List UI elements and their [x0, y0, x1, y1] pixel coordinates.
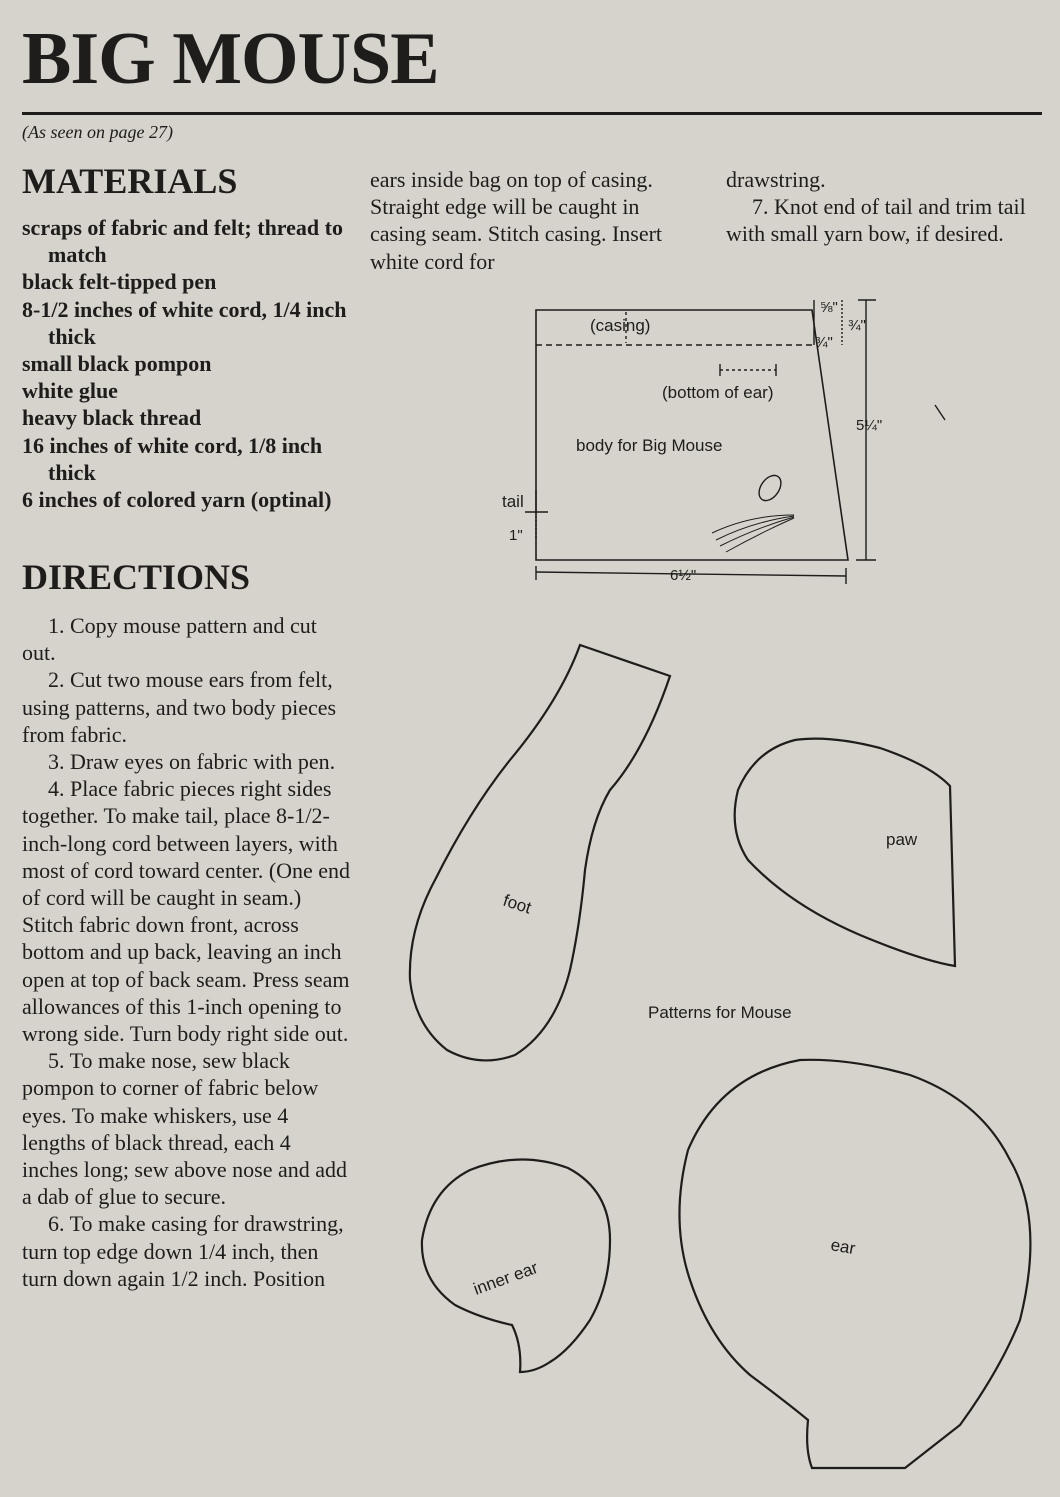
paw-label: paw — [886, 830, 918, 849]
direction-step: 1. Copy mouse pattern and cut out. — [22, 613, 317, 666]
list-item: 16 inches of white cord, 1/8 inch thick — [22, 432, 323, 485]
page-reference: (As seen on page 27) — [22, 122, 173, 142]
direction-step: 6. To make casing for drawstring, turn top edge down 1/4 inch, then turn down again 1/2 inch. Position — [22, 1211, 344, 1291]
direction-step: 7. Knot end of tail and trim tail with small yarn bow, if desired. — [726, 194, 1026, 247]
direction-step: 5. To make nose, sew black pompon to corner of fabric below eyes. To make whiskers, use 4 lengths of black thread, each 4 inches long; sew above nose and add a dab of glue to secure. — [22, 1048, 348, 1210]
list-item: scraps of fabric and felt; thread to match — [22, 215, 343, 268]
materials-heading: MATERIALS — [22, 161, 238, 201]
bottom-of-ear-label: (bottom of ear) — [662, 383, 774, 402]
dimension-five-eighths: ⅝" — [820, 299, 838, 316]
list-item: 6 inches of colored yarn (optinal) — [22, 487, 332, 513]
dimension-height: 5¼" — [856, 417, 883, 434]
ear-label: ear — [829, 1235, 857, 1259]
direction-step: 2. Cut two mouse ears from felt, using patterns, and two body pieces from fabric. — [22, 667, 337, 747]
ear-pattern — [679, 1060, 1030, 1468]
direction-step: 4. Place fabric pieces right sides together. To make tail, place 8-1/2-inch-long cord between layers, with most of cord toward center. (One end of cord will be caught in seam.) Stitch fabric down front, across bottom and up back, leaving an inch open at top of back seam. Press seam allowances of this 1-inch opening to wrong side. Turn body right side out. — [22, 776, 351, 1047]
paw-pattern — [735, 739, 955, 966]
dimension-1-inch: 1" — [509, 527, 523, 544]
directions-continued: drawstring. — [726, 167, 826, 192]
dimension-width: 6½" — [670, 567, 697, 584]
patterns-caption: Patterns for Mouse — [648, 1003, 792, 1022]
directions-continued: ears inside bag on top of casing. Straight edge will be caught in casing seam. Stitch casing. Insert white cord for — [370, 167, 663, 274]
list-item: heavy black thread — [22, 405, 202, 431]
list-item: white glue — [22, 378, 118, 404]
foot-label: foot — [500, 890, 534, 918]
direction-step: 3. Draw eyes on fabric with pen. — [48, 749, 336, 775]
page-title: BIG MOUSE — [22, 18, 439, 100]
casing-label: (casing) — [590, 316, 651, 335]
list-item: black felt-tipped pen — [22, 269, 217, 295]
directions-heading: DIRECTIONS — [22, 557, 251, 597]
inner-ear-label: inner ear — [470, 1257, 541, 1299]
body-label: body for Big Mouse — [576, 436, 723, 455]
tail-label: tail — [502, 492, 524, 511]
dimension-three-quarters: ¾" — [848, 317, 866, 334]
list-item: small black pompon — [22, 351, 212, 377]
list-item: 8-1/2 inches of white cord, 1/4 inch thick — [22, 296, 347, 349]
foot-pattern — [410, 645, 670, 1060]
dimension-three-quarters: ¾" — [815, 334, 833, 351]
